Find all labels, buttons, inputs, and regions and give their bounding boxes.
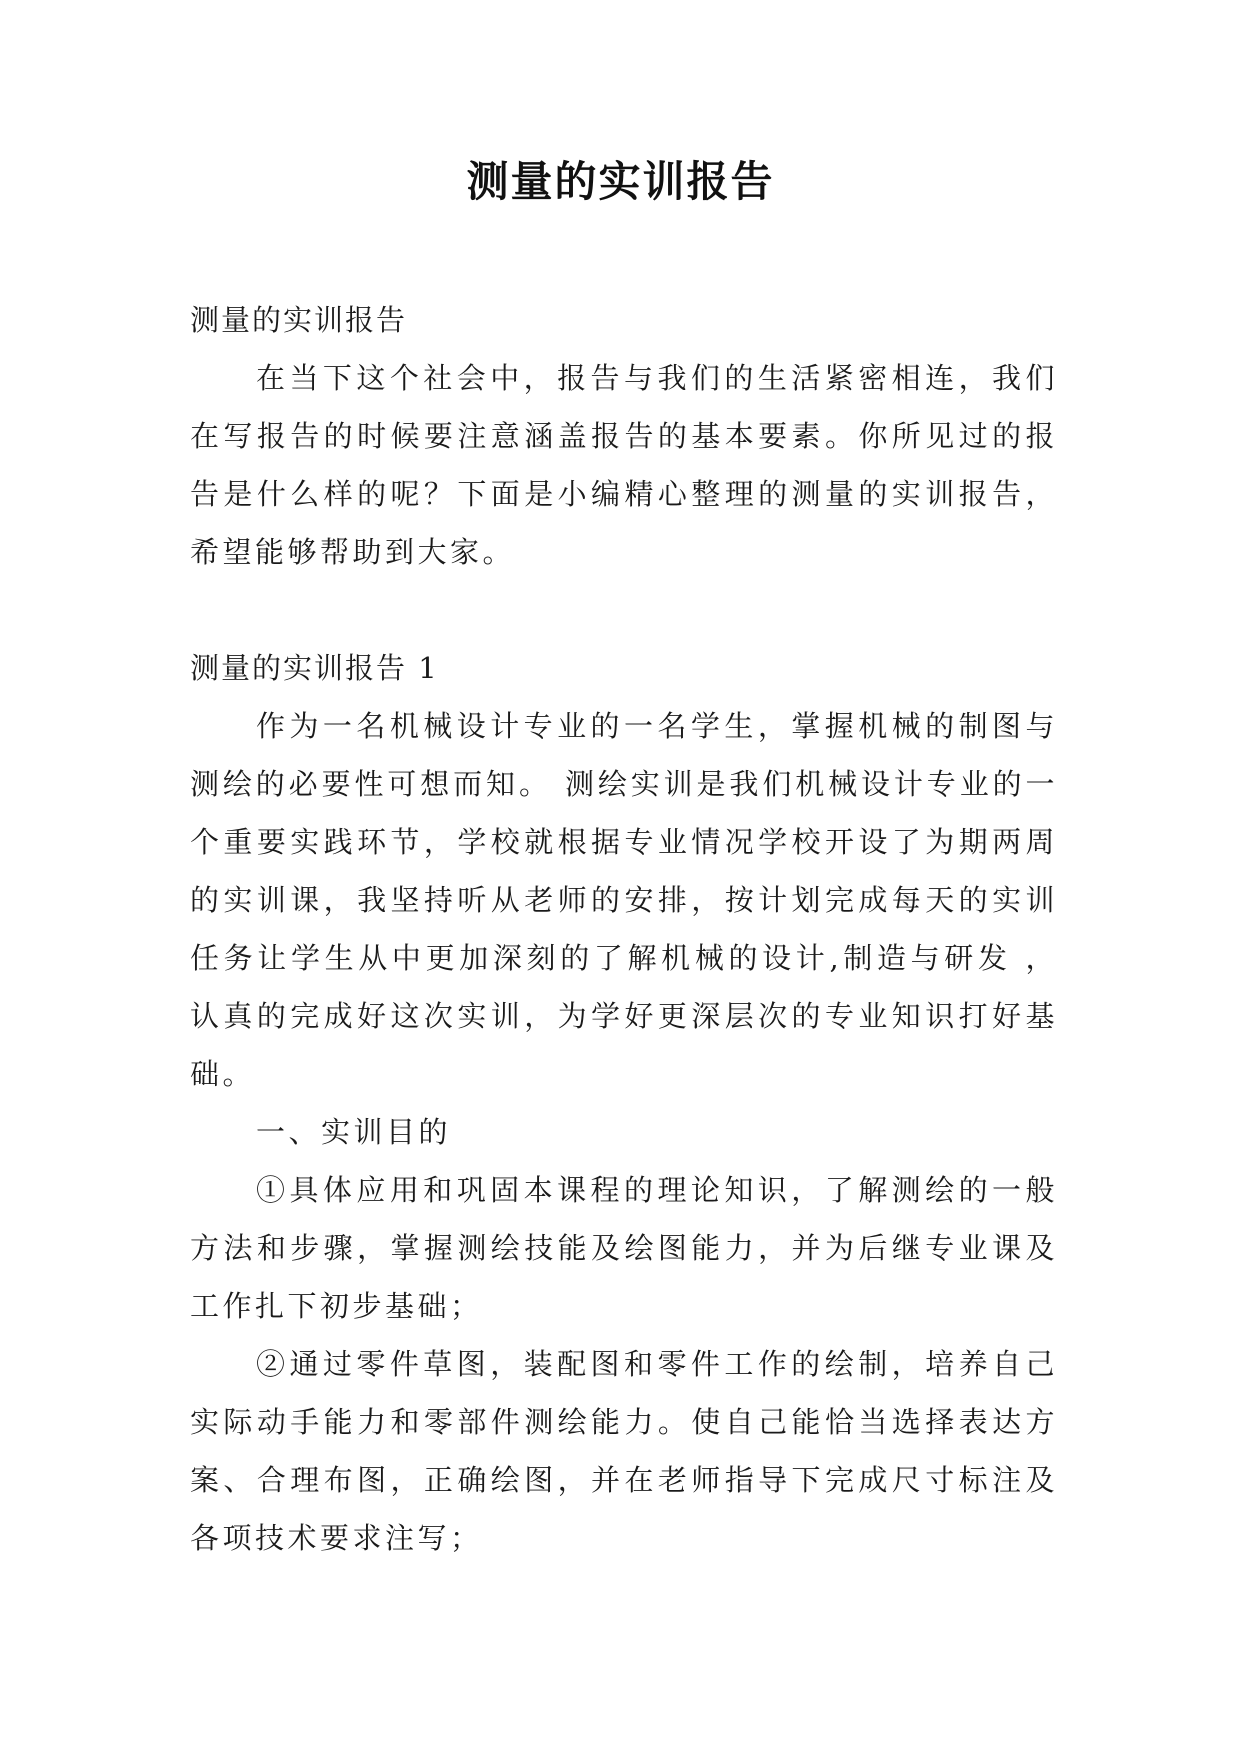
document-title: 测量的实训报告 xyxy=(466,157,775,206)
objective-item-1: ①具体应用和巩固本课程的理论知识，了解测绘的一般方法和步骤，掌握测绘技能及绘图能力，并为后继专业课及工作扎下初步基础； xyxy=(190,1173,1058,1323)
document-body xyxy=(190,291,1058,1567)
section-paragraph: 作为一名机械设计专业的一名学生，掌握机械的制图与测绘的必要性可想而知。 测绘实训是我们机械设计专业的一个重要实践环节，学校就根据专业情况学校开设了为期两周的实训课，我坚持听从老师的安排，按计划完成每天的实训任务让学生从中更加深刻的了解机械的设计,制造与研发 ，认真的完成好这次实训，为学好更深层次的专业知识打好基础。 xyxy=(190,709,1058,1091)
section-heading: 测量的实训报告 1 xyxy=(190,651,439,685)
document-subtitle: 测量的实训报告 xyxy=(190,303,408,337)
intro-paragraph: 在当下这个社会中，报告与我们的生活紧密相连，我们在写报告的时候要注意涵盖报告的基本要素。你所见过的报告是什么样的呢？下面是小编精心整理的测量的实训报告，希望能够帮助到大家。 xyxy=(190,361,1058,569)
objective-item-2: ②通过零件草图，装配图和零件工作的绘制，培养自己实际动手能力和零部件测绘能力。使自己能恰当选择表达方案、合理布图，正确绘图，并在老师指导下完成尺寸标注及各项技术要求注写； xyxy=(190,1347,1058,1555)
objectives-heading: 一、实训目的 xyxy=(256,1115,452,1149)
